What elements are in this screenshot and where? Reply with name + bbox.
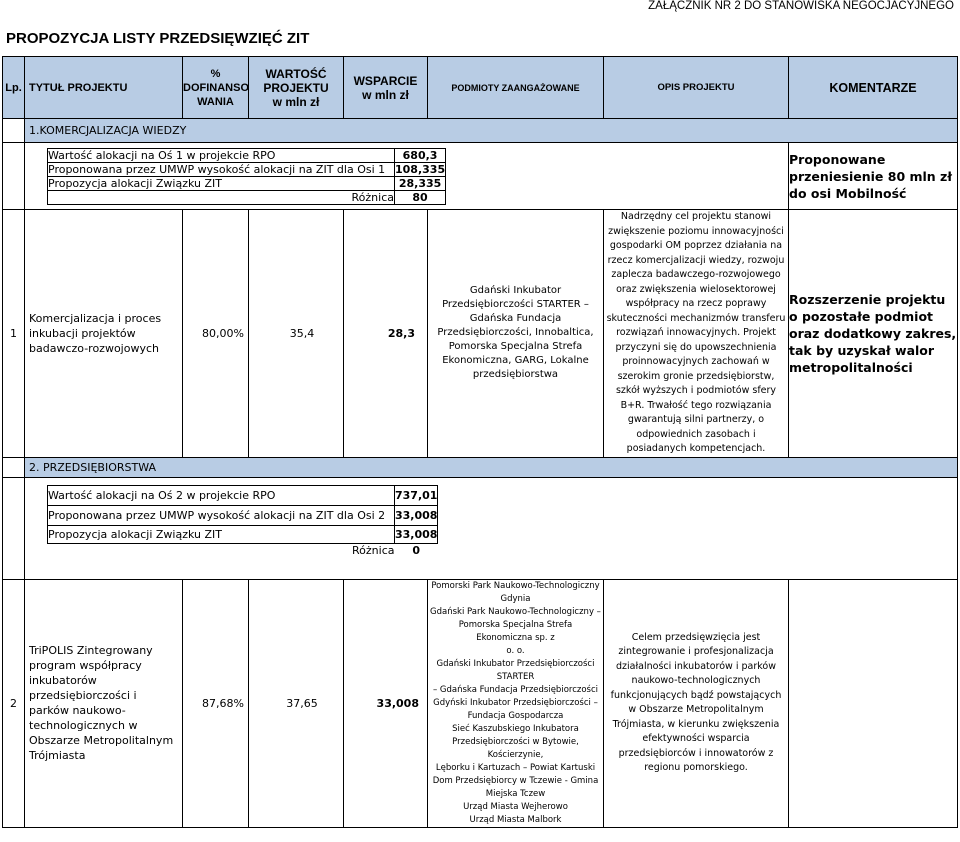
summary-label: Różnica [352, 544, 395, 558]
header-pct-line1: % [210, 67, 221, 80]
summary-row [3, 143, 958, 210]
header-pct-line2: DOFINANSO [183, 81, 249, 94]
summary-value: 28,335 [395, 176, 446, 190]
summary-label: Propozycja alokacji Związku ZIT [48, 525, 395, 543]
entity-line: Miejska Tczew [485, 788, 546, 799]
section-row [3, 119, 958, 143]
row-title: Komercjalizacja i proces inkubacji projektów badawczo-rozwojowych [25, 210, 183, 458]
row-support: 33,008 [344, 579, 428, 827]
row-comment: Rozszerzenie projektu o pozostałe podmiot oraz dodatkowy zakres, tak by uzyskał walor metropolitalności [789, 210, 958, 458]
row-description: Celem przedsięwzięcia jest zintegrowanie i profesjonalizacja działalności inkubatorów i parków naukowo-technologicznych funkcjonujących bądź powstających w Obszarze Metropolitalnym Trójmiasta, w kierunku zwiększenia efektywności wsparcia przedsiębiorców i innowatorów z regionu pomorskiego. [604, 579, 789, 827]
summary-comment: Proponowane przeniesienie 80 mln zł do osi Mobilność [789, 143, 958, 210]
table-header-row [3, 57, 958, 119]
summary-value: 108,335 [395, 162, 446, 176]
summary-value: 33,008 [395, 505, 438, 525]
row-value: 35,4 [249, 210, 344, 458]
allocation-summary [47, 148, 446, 205]
row-value: 37,65 [249, 579, 344, 827]
header-description: OPIS PROJEKTU [604, 57, 789, 119]
header-pct [183, 57, 249, 119]
summary-value: 680,3 [395, 148, 446, 162]
section-row [3, 457, 958, 477]
row-lp: 1 [3, 210, 25, 458]
header-value-line2: w mln zł [272, 94, 320, 109]
header-support-line2: w mln zł [362, 87, 409, 102]
header-title: TYTUŁ PROJEKTU [25, 57, 183, 119]
summary-value: 33,008 [395, 525, 438, 543]
header-entities: PODMIOTY ZAANGAŻOWANE [428, 57, 604, 119]
section-label: 1.KOMERCJALIZACJA WIEDZY [25, 119, 958, 143]
summary-label: Propozycja alokacji Związku ZIT [48, 176, 395, 190]
summary-value: 80 [395, 190, 446, 204]
row-entities: Gdański Inkubator Przedsiębiorczości STARTER – Gdańska Fundacja Przedsiębiorczości, Innobaltica, Pomorska Specjalna Strefa Ekonomiczna, GARG, Lokalne przedsiębiorstwa [428, 210, 604, 458]
entity-line: – Gdańska Fundacja Przedsiębiorczości [432, 684, 599, 695]
entity-line: Gdynia [500, 593, 531, 604]
header-comments: KOMENTARZE [789, 57, 958, 119]
summary-label: Wartość alokacji na Oś 1 w projekcie RPO [48, 148, 395, 162]
page-title: PROPOZYCJA LISTY PRZEDSIĘWZIĘĆ ZIT [6, 30, 310, 47]
row-title: TriPOLIS Zintegrowany program współpracy inkubatorów przedsiębiorczości i parków naukowo-technologicznych w Obszarze Metropolitalnym Trójmiasta [25, 579, 183, 827]
annex-label: ZAŁĄCZNIK NR 2 DO STANOWISKA NEGOCJACYJNEGO [648, 0, 954, 12]
row-support: 28,3 [344, 210, 428, 458]
section-label: 2. PRZEDSIĘBIORSTWA [25, 457, 958, 477]
header-support-line1: WSPARCIE [353, 73, 418, 88]
summary-value: 737,01 [395, 485, 438, 505]
entity-line: Dom Przedsiębiorcy w Tczewie - Gmina [432, 775, 599, 786]
entity-line: Urząd Miasta Wejherowo [463, 801, 568, 812]
summary-value: 0 [412, 544, 421, 558]
row-pct: 87,68% [183, 579, 249, 827]
entities-list [430, 580, 601, 827]
entity-line: Pomorski Park Naukowo-Technologiczny [431, 580, 600, 591]
header-value [249, 57, 344, 119]
entity-line: Urząd Miasta Malbork [469, 814, 562, 825]
summary-row [3, 477, 958, 579]
entity-line: Gdański Inkubator Przedsiębiorczości STARTER [436, 658, 595, 682]
projects-table [2, 56, 958, 828]
entity-line: Gdyński Inkubator Przedsiębiorczości – [433, 697, 598, 708]
summary-label: Proponowana przez UMWP wysokość alokacji na ZIT dla Osi 1 [48, 162, 395, 176]
row-description: Nadrzędny cel projektu stanowi zwiększenie poziomu innowacyjności gospodarki OM poprzez działania na rzecz komercjalizacji wiedzy, rozwoju zaplecza badawczego-rozwojowego oraz zwiększenia wielosektorowej współpracy na rzecz poprawy skuteczności mechanizmów transferu rozwiązań innowacyjnych. Projekt przyczyni się do upowszechnienia proinnowacyjnych zachowań w szerokim gronie przedsiębiorstw, szkół wyższych i podmiotów sfery B+R. Trwałość tego rozwiązania gwarantują silni partnerzy, o odpowiednich zasobach i posiadanych kompetencjach. [604, 210, 789, 458]
entity-line: Gdański Park Naukowo-Technologiczny – [430, 606, 601, 617]
entity-line: o. o. [506, 645, 525, 656]
header-pct-line3: WANIA [197, 95, 234, 108]
summary-label: Różnica [48, 190, 395, 204]
row-pct: 80,00% [183, 210, 249, 458]
row-entities [428, 579, 604, 827]
summary-label: Wartość alokacji na Oś 2 w projekcie RPO [48, 485, 395, 505]
table-row [3, 210, 958, 458]
allocation-summary [47, 485, 438, 559]
header-support [344, 57, 428, 119]
row-lp: 2 [3, 579, 25, 827]
summary-label: Proponowana przez UMWP wysokość alokacji na ZIT dla Osi 2 [48, 505, 395, 525]
entity-line: Przedsiębiorczości w Bytowie, Kościerzynie, [452, 736, 579, 760]
table-row [3, 579, 958, 827]
entity-line: Pomorska Specjalna Strefa Ekonomiczna sp. z [458, 619, 573, 643]
header-lp: Lp. [3, 57, 25, 119]
header-value-line1: WARTOŚĆ PROJEKTU [263, 66, 329, 95]
entity-line: Lęborku i Kartuzach – Powiat Kartuski [435, 762, 596, 773]
entity-line: Fundacja Gospodarcza [467, 710, 564, 721]
entity-line: Sieć Kaszubskiego Inkubatora [452, 723, 579, 734]
